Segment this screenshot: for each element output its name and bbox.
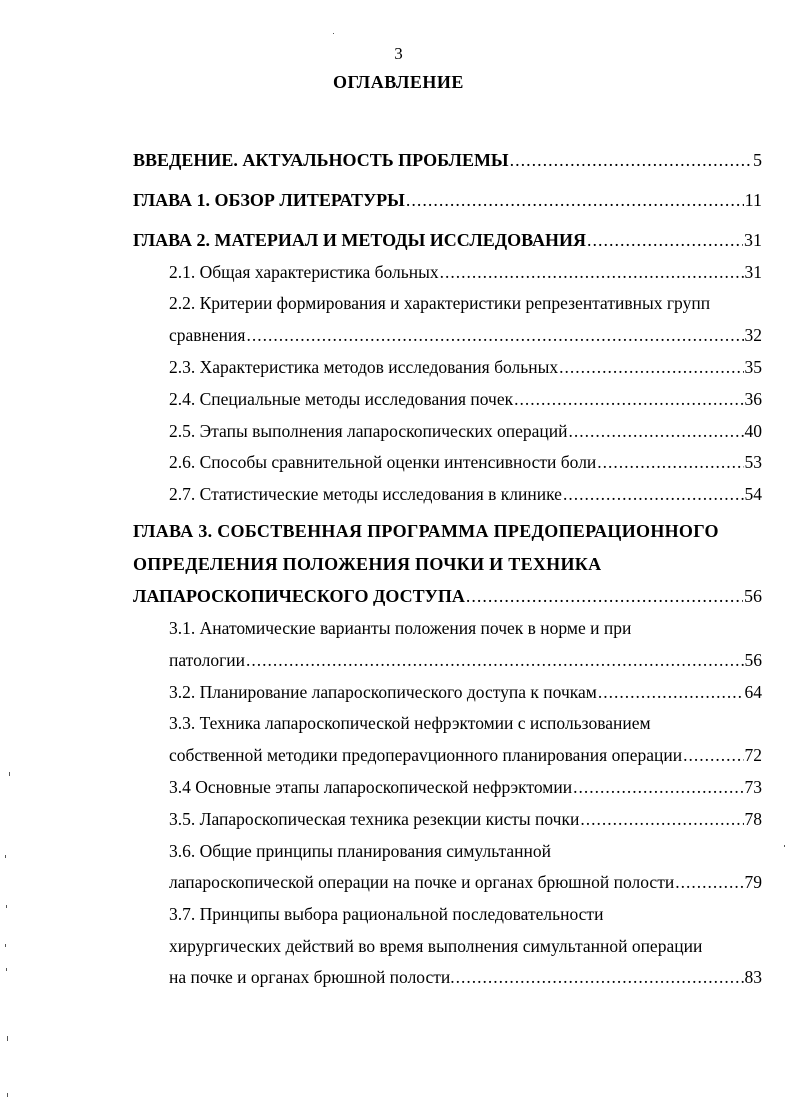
toc-entry-title: 2.3. Характеристика методов исследования больных bbox=[169, 357, 559, 377]
toc-entry-title: 2.6. Способы сравнительной оценки интенсивности боли bbox=[169, 452, 597, 472]
dot-leader bbox=[246, 648, 743, 672]
toc-entry-page: 36 bbox=[744, 389, 762, 409]
toc-entry-page: 73 bbox=[744, 777, 762, 797]
toc-entry-title: 2.1. Общая характеристика больных bbox=[169, 262, 439, 282]
toc-entry-introduction bbox=[133, 148, 762, 172]
toc-entry-section-2-2 bbox=[169, 323, 762, 347]
toc-entry-title: собственной методики предопераvционного планирования операции bbox=[169, 745, 683, 765]
dot-leader bbox=[440, 260, 744, 284]
dot-leader bbox=[466, 584, 743, 608]
toc-entry-title: 3.2. Планирование лапароскопического доступа к почкам bbox=[169, 682, 597, 702]
scan-speck bbox=[5, 944, 6, 947]
page-title: ОГЛАВЛЕНИЕ bbox=[333, 72, 464, 92]
toc-entry-section-3-1 bbox=[169, 648, 762, 672]
toc-entry-section-2-2-line-1: 2.2. Критерии формирования и характеристики репрезентативных групп bbox=[169, 293, 711, 313]
toc-entry-title: ЛАПАРОСКОПИЧЕСКОГО ДОСТУПА bbox=[133, 586, 465, 606]
toc-entry-section-2-7 bbox=[169, 482, 762, 506]
toc-entry-title: 2.5. Этапы выполнения лапароскопических операций bbox=[169, 421, 568, 441]
toc-entry-page: 56 bbox=[744, 650, 762, 670]
toc-entry-title: 2.7. Статистические методы исследования в клинике bbox=[169, 484, 562, 504]
toc-entry-section-3-4 bbox=[169, 775, 762, 799]
dot-leader bbox=[456, 965, 744, 989]
scan-speck bbox=[7, 1036, 8, 1041]
toc-entry-section-2-1 bbox=[169, 260, 762, 284]
dot-leader bbox=[514, 387, 743, 411]
toc-entry-page: 54 bbox=[744, 484, 762, 504]
toc-entry-section-2-5 bbox=[169, 419, 762, 443]
dot-leader bbox=[563, 482, 744, 506]
toc-entry-section-2-6 bbox=[169, 450, 762, 474]
toc-entry-page: 32 bbox=[744, 325, 762, 345]
scan-speck bbox=[6, 905, 7, 908]
dot-leader bbox=[597, 450, 743, 474]
toc-entry-title: 3.4 Основные этапы лапароскопической нефрэктомии bbox=[169, 777, 573, 797]
toc-entry-title: на почке и органах брюшной полости. bbox=[169, 967, 455, 987]
toc-entry-page: 56 bbox=[744, 586, 762, 606]
toc-entry-title: ГЛАВА 1. ОБЗОР ЛИТЕРАТУРЫ bbox=[133, 190, 405, 210]
dot-leader bbox=[568, 419, 743, 443]
dot-leader bbox=[559, 355, 743, 379]
toc-entry-title: ГЛАВА 2. МАТЕРИАЛ И МЕТОДЫ ИССЛЕДОВАНИЯ bbox=[133, 230, 586, 250]
toc-entry-page: 11 bbox=[744, 190, 762, 210]
scan-speck bbox=[7, 1093, 8, 1097]
scan-speck bbox=[333, 33, 334, 34]
toc-entry-page: 53 bbox=[744, 452, 762, 472]
toc-entry-chapter-3-line-1: ГЛАВА 3. СОБСТВЕННАЯ ПРОГРАММА ПРЕДОПЕРАЦИОННОГО bbox=[133, 521, 719, 541]
toc-entry-section-3-6-line-1: 3.6. Общие принципы планирования симультанной bbox=[169, 841, 551, 861]
toc-entry-title: сравнения bbox=[169, 325, 246, 345]
dot-leader bbox=[510, 148, 752, 172]
toc-entry-section-3-1-line-1: 3.1. Анатомические варианты положения почек в норме и при bbox=[169, 618, 632, 638]
toc-entry-section-2-4 bbox=[169, 387, 762, 411]
scan-speck bbox=[6, 968, 7, 971]
toc-entry-page: 31 bbox=[744, 230, 762, 250]
toc-entry-section-3-2 bbox=[169, 680, 762, 704]
toc-entry-section-3-3-line-1: 3.3. Техника лапароскопической нефрэктомии с использованием bbox=[169, 713, 651, 733]
toc-entry-section-3-7-line-1: 3.7. Принципы выбора рациональной последовательности bbox=[169, 904, 604, 924]
toc-entry-title: ВВЕДЕНИЕ. АКТУАЛЬНОСТЬ ПРОБЛЕМЫ bbox=[133, 150, 509, 170]
scan-speck bbox=[9, 772, 10, 776]
dot-leader bbox=[587, 228, 743, 252]
toc-entry-chapter-3-line-2: ОПРЕДЕЛЕНИЯ ПОЛОЖЕНИЯ ПОЧКИ И ТЕХНИКА bbox=[133, 554, 602, 574]
toc-entry-page: 83 bbox=[744, 967, 762, 987]
toc-entry-section-3-7 bbox=[169, 965, 762, 989]
toc-entry-page: 79 bbox=[744, 872, 762, 892]
toc-entry-chapter-1 bbox=[133, 188, 762, 212]
toc-entry-page: 72 bbox=[744, 745, 762, 765]
toc-entry-section-3-5 bbox=[169, 807, 762, 831]
toc-entry-page: 31 bbox=[744, 262, 762, 282]
dot-leader bbox=[406, 188, 744, 212]
dot-leader bbox=[246, 323, 743, 347]
dot-leader bbox=[598, 680, 744, 704]
toc-entry-section-3-3 bbox=[169, 743, 762, 767]
toc-entry-page: 40 bbox=[744, 421, 762, 441]
dot-leader bbox=[683, 743, 743, 767]
dot-leader bbox=[580, 807, 743, 831]
toc-entry-page: 78 bbox=[744, 809, 762, 829]
toc-entry-section-3-7-line-2: хирургических действий во время выполнения симультанной операции bbox=[169, 936, 703, 956]
toc-entry-title: лапароскопической операции на почке и органах брюшной полости bbox=[169, 872, 675, 892]
toc-entry-page: 5 bbox=[753, 150, 762, 170]
toc-entry-chapter-2 bbox=[133, 228, 762, 252]
scan-speck bbox=[5, 855, 6, 858]
scan-speck bbox=[784, 845, 785, 847]
toc-entry-page: 64 bbox=[744, 682, 762, 702]
toc-entry-title: патологии bbox=[169, 650, 246, 670]
dot-leader bbox=[675, 870, 743, 894]
toc-entry-section-2-3 bbox=[169, 355, 762, 379]
toc-entry-title: 2.4. Специальные методы исследования почек bbox=[169, 389, 514, 409]
page-number: 3 bbox=[394, 44, 403, 63]
toc-entry-page: 35 bbox=[744, 357, 762, 377]
toc-entry-title: 3.5. Лапароскопическая техника резекции кисты почки bbox=[169, 809, 580, 829]
toc-entry-section-3-6 bbox=[169, 870, 762, 894]
dot-leader bbox=[573, 775, 743, 799]
toc-entry-chapter-3 bbox=[133, 584, 762, 608]
